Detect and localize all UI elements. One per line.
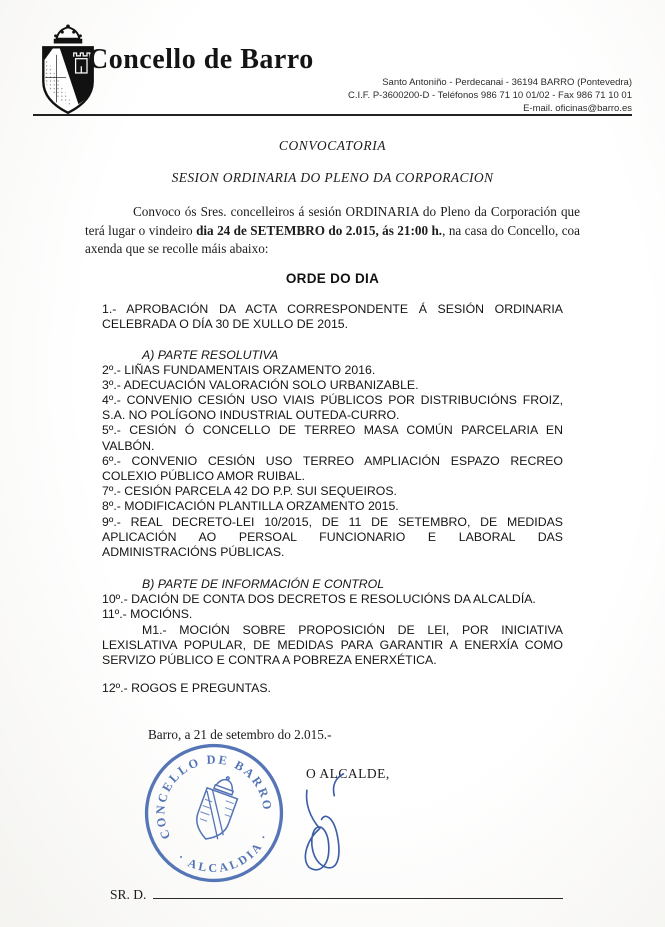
agenda-item-5: 5º.- CESIÓN Ó CONCELLO DE TERREO MASA COMÚN PARCELARIA EN VALBÓN. <box>102 423 563 453</box>
agenda-item-6: 6º.- CONVENIO CESIÓN USO TERREO AMPLIACIÓN ESPAZO RECREO COLEXIO PÚBLICO AMOR RUIBAL. <box>102 453 563 483</box>
agenda-item-3: 3º.- ADECUACIÓN VALORACIÓN SOLO URBANIZABLE. <box>102 377 419 392</box>
agenda-motion-m1: M1.- MOCIÓN SOBRE PROPOSICIÓN DE LEI, POR INICIATIVA LEXISLATIVA POPULAR, DE MEDIDAS PARA GARANTIR A ENERXÍA COMO SERVIZO PÚBLICO E CONTRA A POBREZA ENERXÉTICA. <box>102 622 563 667</box>
addressee-blank-line <box>153 884 563 899</box>
mayor-signature-icon <box>296 772 358 878</box>
part-a-items <box>102 363 563 561</box>
dateline: Barro, a 21 de setembro do 2.015.- <box>148 727 332 743</box>
address-line-3: E-mail. oficinas@barro.es <box>523 103 632 114</box>
intro-text-post: , na casa do Concello, coa axenda que se recolle máis abaixo: <box>85 222 581 256</box>
stamp-bottom-text: · ALCALDIA · <box>175 829 272 875</box>
svg-text:CONCELLO DE BARRO <box>140 739 276 842</box>
agenda-heading: ORDE DO DIA <box>285 270 380 286</box>
agenda-item-11: 11º.- MOCIÓNS. <box>102 607 193 622</box>
part-a-heading: A) PARTE RESOLUTIVA <box>142 347 279 362</box>
agenda-item-10: 10º.- DACIÓN DE CONTA DOS DECRETOS E RESOLUCIÓNS DA ALCALDÍA. <box>102 592 536 607</box>
addressee-label: SR. D. <box>110 887 147 902</box>
organization-title: Concello de Barro <box>88 44 314 75</box>
agenda-item-12: 12º.- ROGOS E PREGUNTAS. <box>102 681 271 696</box>
agenda-item-1: 1.- APROBACIÓN DA ACTA CORRESPONDENTE Á SESIÓN ORDINARIA CELEBRADA O DÍA 30 DE XULLO DE 2015. <box>102 301 563 331</box>
addressee-row <box>110 884 563 903</box>
agenda-item-4: 4º.- CONVENIO CESIÓN USO VIAIS PÚBLICOS POR DISTRIBUCIÓNS FROIZ, S.A. NO POLÍGONO INDUSTRIAL OUTEDA-CURRO. <box>102 392 563 423</box>
intro-paragraph <box>85 203 580 259</box>
document-body <box>0 116 665 743</box>
stamp-top-text: CONCELLO DE BARRO <box>153 752 275 842</box>
document-subtitle: SESION ORDINARIA DO PLENO DA CORPORACION <box>171 170 494 185</box>
address-line-2: C.I.F. P-3600200-D - Teléfonos 986 71 10 01/02 - Fax 986 71 10 01 <box>348 90 632 101</box>
address-line-1: Santo Antoniño - Perdecanai - 36194 BARRO (Pontevedra) <box>382 77 632 88</box>
agenda-item-7: 7º.- CESIÓN PARCELA 42 DO P.P. SUI SEQUEIROS. <box>102 484 397 499</box>
alcaldia-rubber-stamp-icon <box>138 737 290 889</box>
stamp-crest <box>191 771 244 844</box>
agenda-item-9: 9º.- REAL DECRETO-LEI 10/2015, DE 11 DE SETEMBRO, DE MEDIDAS APLICACIÓN AO PERSOAL FUNCIONARIO E LABORAL DAS ADMINISTRACIÓNS PÚBLICAS. <box>102 514 563 559</box>
part-b-items <box>102 592 563 696</box>
agenda-item-2: 2º.- LIÑAS FUNDAMENTAIS ORZAMENTO 2016. <box>102 362 376 377</box>
agenda-item-8: 8º.- MODIFICACIÓN PLANTILLA ORZAMENTO 2015. <box>102 499 399 514</box>
agenda <box>0 302 665 697</box>
intro-text-bold: dia 24 de SETEMBRO do 2.015, ás 21:00 h. <box>196 222 443 238</box>
letterhead-address <box>348 76 632 115</box>
part-b-heading: B) PARTE DE INFORMACIÓN E CONTROL <box>142 577 385 592</box>
document-title: CONVOCATORIA <box>278 138 387 153</box>
intro-text-pre: Convoco ós Sres. concelleiros á sesión ORDINARIA do Pleno da Corporación que terá lugar o vindeiro <box>85 204 580 238</box>
signer-title: O ALCALDE, <box>306 765 390 781</box>
